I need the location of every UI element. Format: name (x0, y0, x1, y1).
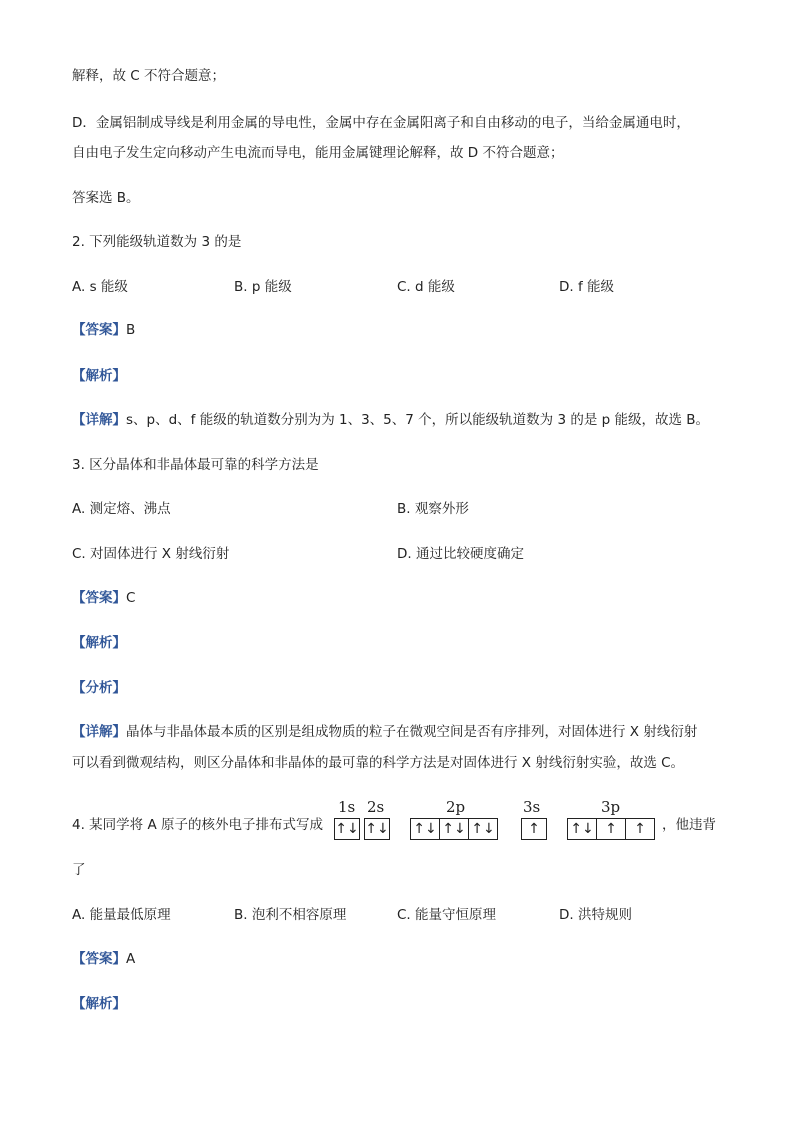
question-2-stem: 2. 下列能级轨道数为 3 的是 (72, 234, 242, 250)
question-3-stem: 3. 区分晶体和非晶体最可靠的科学方法是 (72, 457, 319, 473)
orbital-box-2p (410, 818, 498, 840)
q2-analysis (72, 366, 126, 386)
electron-pair-arrows: ↑↓ (468, 819, 497, 839)
orbital-label-3p: 3p (601, 798, 621, 816)
text-line: 自由电子发生定向移动产生电流而导电，能用金属键理论解释，故 D 不符合题意； (72, 145, 564, 161)
q4-option-d: D. 洪特规则 (559, 907, 632, 923)
answer-tag: 【答案】 (72, 322, 126, 338)
q3-answer (72, 588, 135, 608)
q3-detail-cont: 可以看到微观结构，则区分晶体和非晶体的最可靠的科学方法是对固体进行 X 射线衍射实验，故选 C。 (72, 755, 685, 771)
text-line: 答案选 B。 (72, 190, 140, 206)
q3-option-c: C. 对固体进行 X 射线衍射 (72, 546, 230, 562)
q2-option-a: A. s 能级 (72, 279, 128, 295)
q4-option-b: B. 泡利不相容原理 (234, 907, 347, 923)
electron-pair-arrows: ↑↓ (570, 821, 594, 837)
q4-option-a: A. 能量最低原理 (72, 907, 171, 923)
electron-arrow: ↑ (528, 821, 540, 837)
electron-arrow: ↑ (625, 819, 654, 839)
q4-option-c: C. 能量守恒原理 (397, 907, 497, 923)
answer-tag: 【答案】 (72, 590, 126, 606)
fenxi-tag: 【分析】 (72, 680, 126, 696)
q3-analysis (72, 633, 126, 653)
q2-option-b: B. p 能级 (234, 279, 292, 295)
q3-option-a: A. 测定熔、沸点 (72, 501, 171, 517)
electron-arrow: ↑ (596, 819, 625, 839)
q3-detail (72, 722, 697, 742)
q2-detail (72, 410, 709, 430)
orbital-box-3s (521, 818, 547, 840)
answer-value: A (126, 951, 136, 967)
q4-analysis (72, 994, 126, 1014)
q3-option-d: D. 通过比较硬度确定 (397, 546, 524, 562)
orbital-label-2s: 2s (367, 798, 385, 816)
text-line: D．金属铝制成导线是利用金属的导电性，金属中存在金属阳离子和自由移动的电子，当给金属通电时， (72, 115, 690, 131)
orbital-label-3s: 3s (523, 798, 541, 816)
electron-pair-arrows: ↑↓ (413, 821, 437, 837)
electron-pair-arrows: ↑↓ (335, 821, 359, 837)
text-line: 解释，故 C 不符合题意； (72, 68, 226, 84)
electron-pair-arrows: ↑↓ (439, 819, 468, 839)
answer-value: C (126, 590, 136, 606)
detail-text: s、p、d、f 能级的轨道数分别为为 1、3、5、7 个，所以能级轨道数为 3 的是 p 能级，故选 B。 (126, 412, 710, 428)
q3-option-b: B. 观察外形 (397, 501, 469, 517)
answer-value: B (126, 322, 136, 338)
q4-answer (72, 949, 135, 969)
q3-fenxi (72, 678, 126, 698)
q2-answer (72, 320, 135, 340)
detail-tag: 【详解】 (72, 724, 126, 740)
analysis-tag: 【解析】 (72, 368, 126, 384)
question-4-stem: 4. 某同学将 A 原子的核外电子排布式写成 (72, 817, 323, 833)
question-4-stem-cont: 了 (72, 862, 86, 878)
electron-pair-arrows: ↑↓ (365, 821, 389, 837)
detail-text: 晶体与非晶体最本质的区别是组成物质的粒子在微观空间是否有序排列，对固体进行 X 射线衍射 (126, 724, 698, 740)
q2-option-d: D. f 能级 (559, 279, 615, 295)
question-4-stem-tail: ，他违背 (662, 817, 716, 833)
detail-tag: 【详解】 (72, 412, 126, 428)
orbital-box-1s (334, 818, 360, 840)
answer-tag: 【答案】 (72, 951, 126, 967)
orbital-box-2s (364, 818, 390, 840)
analysis-tag: 【解析】 (72, 635, 126, 651)
orbital-label-2p: 2p (446, 798, 466, 816)
orbital-label-1s: 1s (338, 798, 356, 816)
analysis-tag: 【解析】 (72, 996, 126, 1012)
orbital-box-3p (567, 818, 655, 840)
q2-option-c: C. d 能级 (397, 279, 455, 295)
